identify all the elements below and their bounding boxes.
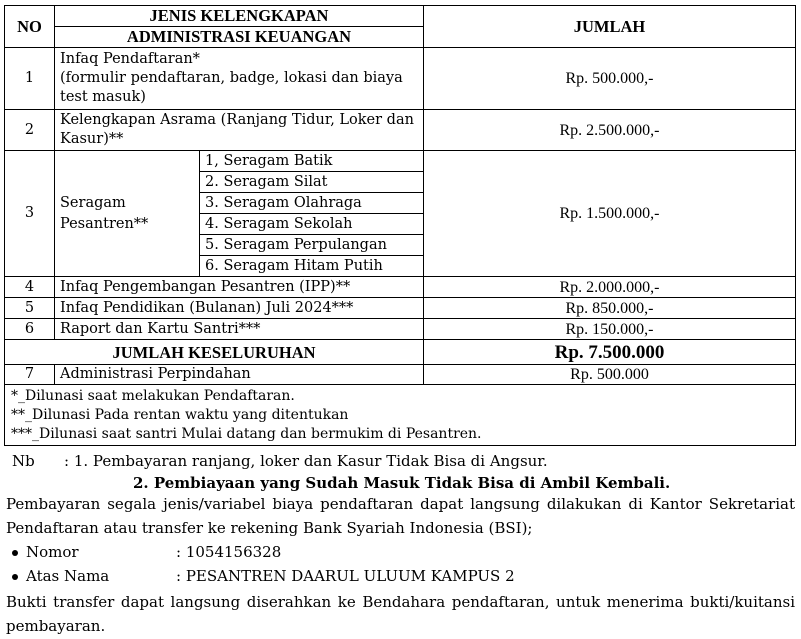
sub-item: 3. Seragam Olahraga	[200, 193, 424, 214]
row-item: Administrasi Perpindahan	[55, 365, 424, 385]
row-item: Infaq Pendaftaran*	[60, 51, 200, 67]
fee-table	[4, 5, 796, 446]
sub-item: 6. Seragam Hitam Putih	[200, 256, 424, 277]
row-amount: Rp. 850.000,-	[424, 298, 796, 319]
sub-item: 5. Seragam Perpulangan	[200, 235, 424, 256]
note-line: ***_Dilunasi saat santri Mulai datang dan bermukim di Pesantren.	[11, 426, 482, 442]
table-row	[5, 151, 796, 172]
note-line: **_Dilunasi Pada rentan waktu yang ditentukan	[11, 407, 349, 423]
table-row	[5, 298, 796, 319]
account-name-label: Atas Nama	[26, 567, 110, 585]
bullet-icon	[12, 550, 18, 556]
header-jenis-line2: ADMINISTRASI KEUANGAN	[55, 27, 424, 48]
total-row	[5, 340, 796, 365]
row-amount: Rp. 2.500.000,-	[424, 110, 796, 151]
row-amount: Rp. 500.000	[424, 365, 796, 385]
nb-item: 2. Pembiayaan yang Sudah Masuk Tidak Bisa di Ambil Kembali.	[133, 474, 671, 492]
row-no: 1	[5, 48, 55, 110]
row-item: Raport dan Kartu Santri***	[55, 319, 424, 340]
row-item: Kelengkapan Asrama (Ranjang Tidur, Loker dan Kasur)**	[55, 110, 424, 151]
row-amount: Rp. 2.000.000,-	[424, 277, 796, 298]
header-no: NO	[5, 6, 55, 48]
closing-paragraph: Bukti transfer dapat langsung diserahkan ke Bendahara pendaftaran, untuk menerima bukti/kuitansi pembayaran.	[6, 593, 795, 635]
row-amount: Rp. 500.000,-	[424, 48, 796, 110]
row-item: Infaq Pengembangan Pesantren (IPP)**	[55, 277, 424, 298]
nb-label: Nb	[12, 452, 35, 470]
account-number-label: Nomor	[26, 543, 79, 561]
table-row	[5, 48, 796, 110]
table-row	[5, 365, 796, 385]
notes-row	[5, 385, 796, 446]
row-no: 6	[5, 319, 55, 340]
sub-item: 1, Seragam Batik	[200, 151, 424, 172]
row-item: Seragam Pesantren**	[55, 151, 200, 277]
row-item: Infaq Pendidikan (Bulanan) Juli 2024***	[55, 298, 424, 319]
row-no: 2	[5, 110, 55, 151]
row-item-detail: (formulir pendaftaran, badge, lokasi dan biaya test masuk)	[60, 70, 403, 105]
header-jenis-line1: JENIS KELENGKAPAN	[55, 6, 424, 27]
row-no: 7	[5, 365, 55, 385]
account-number-row	[12, 543, 281, 561]
row-amount: Rp. 1.500.000,-	[424, 151, 796, 277]
table-row	[5, 110, 796, 151]
row-no: 4	[5, 277, 55, 298]
row-no: 3	[5, 151, 55, 277]
sub-item: 2. Seragam Silat	[200, 172, 424, 193]
nb-section	[12, 450, 670, 494]
account-number-value: : 1054156328	[176, 543, 282, 561]
bullet-icon	[12, 574, 18, 580]
row-amount: Rp. 150.000,-	[424, 319, 796, 340]
total-label: JUMLAH KESELURUHAN	[5, 340, 424, 365]
account-name-value: : PESANTREN DAARUL ULUUM KAMPUS 2	[176, 567, 515, 585]
table-row	[5, 277, 796, 298]
nb-item: : 1. Pembayaran ranjang, loker dan Kasur Tidak Bisa di Angsur.	[64, 452, 548, 470]
total-amount: Rp. 7.500.000	[424, 340, 796, 365]
note-line: *_Dilunasi saat melakukan Pendaftaran.	[11, 388, 295, 404]
row-no: 5	[5, 298, 55, 319]
table-row	[5, 319, 796, 340]
payment-paragraph: Pembayaran segala jenis/variabel biaya pendaftaran dapat langsung dilakukan di Kantor Sekretariat Pendaftaran atau transfer ke rekening Bank Syariah Indonesia (BSI);	[6, 495, 795, 537]
header-jumlah: JUMLAH	[424, 6, 796, 48]
sub-item: 4. Seragam Sekolah	[200, 214, 424, 235]
account-name-row	[12, 567, 515, 585]
